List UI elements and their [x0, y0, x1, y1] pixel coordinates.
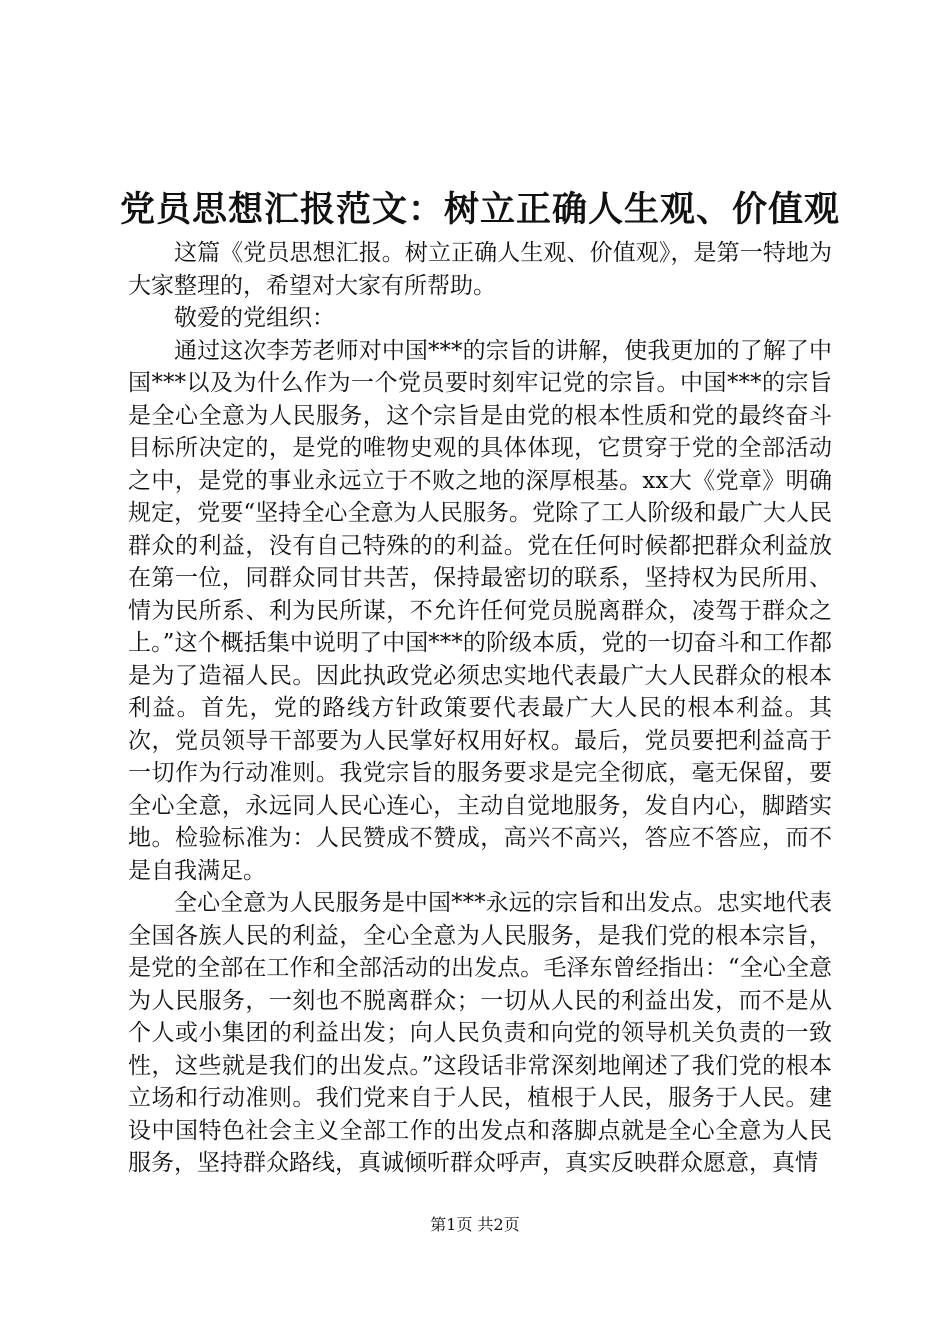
page-number-footer: 第1页 共2页 [430, 1215, 520, 1234]
body-paragraph: 通过这次李芳老师对中国***的宗旨的讲解，使我更加的了解了中国***以及为什么作为一个党员要时刻牢记党的宗旨。中国***的宗旨是全心全意为人民服务，这个宗旨是由党的根本性质和党的最终奋斗目标所决定的，是党的唯物史观的具体体现，它贯穿于党的全部活动之中，是党的事业永远立于不败之地的深厚根基。xx大《党章》明确规定，党要“坚持全心全意为人民服务。党除了工人阶级和最广大人民群众的利益，没有自己特殊的的利益。党在任何时候都把群众利益放在第一位，同群众同甘共苦，保持最密切的联系，坚持权为民所用、情为民所系、利为民所谋，不允许任何党员脱离群众，凌驾于群众之上。”这个概括集中说明了中国***的阶级本质，党的一切奋斗和工作都是为了造福人民。因此执政党必须忠实地代表最广大人民群众的根本利益。首先，党的路线方针政策要代表最广大人民的根本利益。其次，党员领导干部要为人民掌好权用好权。最后，党员要把利益高于一切作为行动准则。我党宗旨的服务要求是完全彻底，毫无保留，要全心全意，永远同人民心连心，主动自觉地服务，发自内心，脚踏实地。检验标准为：人民赞成不赞成，高兴不高兴，答应不答应，而不是自我满足。 [128, 337, 832, 884]
document-body [128, 237, 832, 1180]
intro-paragraph: 这篇《党员思想汇报。树立正确人生观、价值观》，是第一特地为大家整理的，希望对大家有所帮助。 [128, 240, 832, 299]
document-title: 党员思想汇报范文：树立正确人生观、价值观 [120, 189, 841, 230]
salutation: 敬爱的党组织： [174, 305, 335, 331]
body-paragraph: 全心全意为人民服务是中国***永远的宗旨和出发点。忠实地代表全国各族人民的利益，全心全意为人民服务，是我们党的根本宗旨，是党的全部在工作和全部活动的出发点。毛泽东曾经指出：“全心全意为人民服务，一刻也不脱离群众；一切从人民的利益出发，而不是从个人或小集团的利益出发；向人民负责和向党的领导机关负责的一致性，这些就是我们的出发点。”这段话非常深刻地阐述了我们党的根本立场和行动准则。我们党来自于人民，植根于人民，服务于人民。建设中国特色社会主义全部工作的出发点和落脚点就是全心全意为人民服务，坚持群众路线，真诚倾听群众呼声，真实反映群众愿意，真情 [128, 890, 832, 1176]
